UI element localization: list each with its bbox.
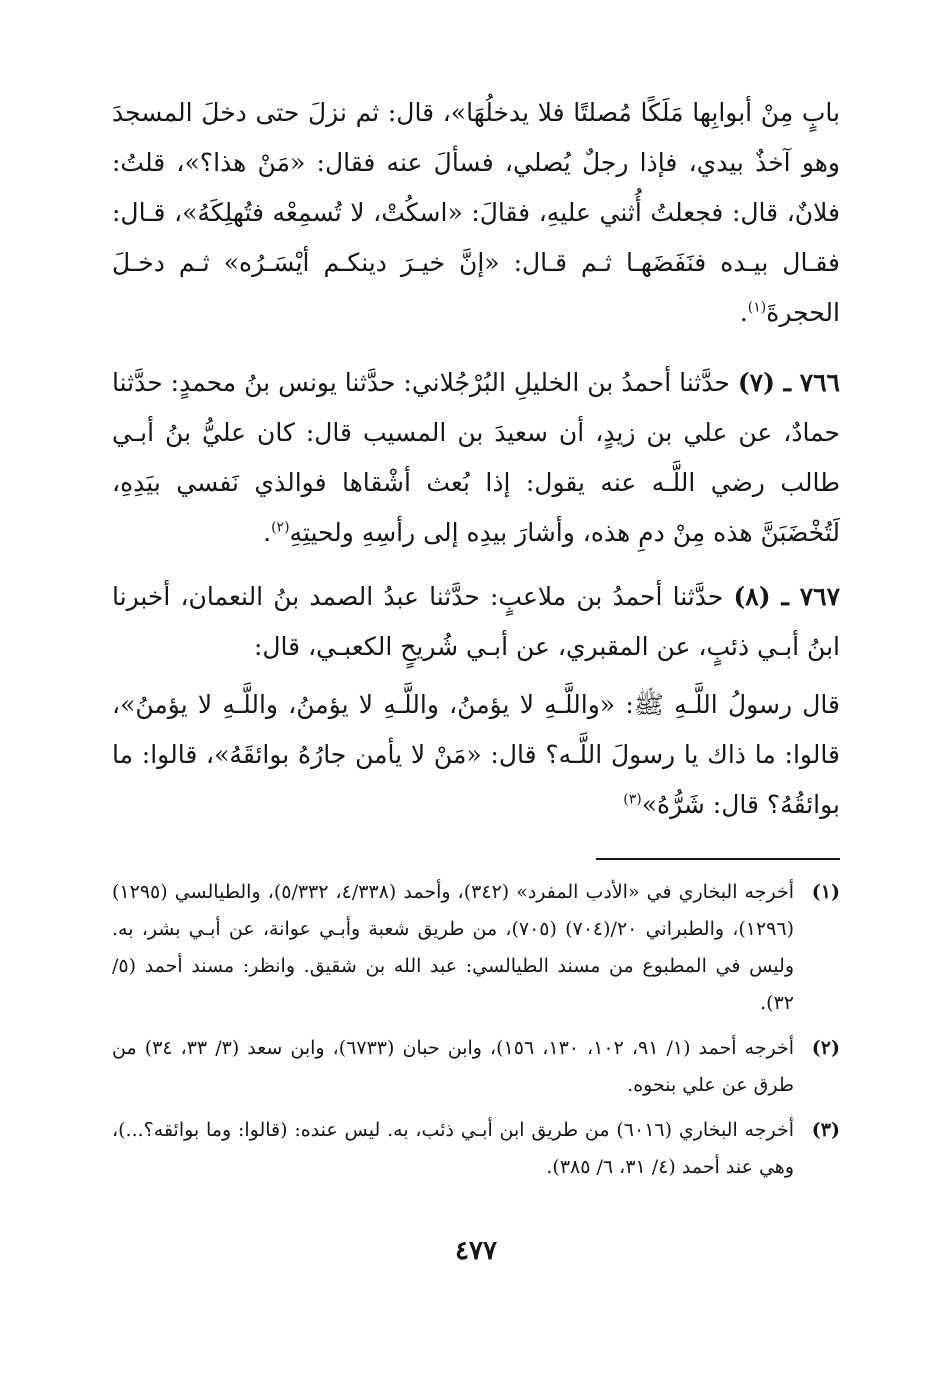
footnote-mark: (١) <box>811 881 840 903</box>
hadith-number-767: ٧٦٧ ـ (٨) <box>733 582 841 611</box>
hadith-number-766: ٧٦٦ ـ (٧) <box>737 368 840 397</box>
footnote-ref-1: (١) <box>747 299 767 316</box>
paragraph-text: حدَّثنا أحمدُ بن الخليلِ البُرْجُلاني: حدَّثنا يونس بنُ محمدٍ: حدَّثنا حمادٌ، عن علي بن زيدٍ، أن سعيدَ بن المسيب قال: كان عليُّ بنُ أبـي طالب رضي اللَّـه عنه يقول: إذا بُعث أشْقاها فوالذي نَفسي بيَدِهِ، لَتُخْضَبَنَّ هذه مِنْ دمِ هذه، وأشارَ بيدِه إلى رأسِهِ ولحيتِهِ <box>112 368 840 547</box>
body-paragraph-2 <box>112 358 840 558</box>
footnote-text: أخرجه البخاري (٦٠١٦) من طريق ابن أبـي ذئب، به. ليس عنده: (قالوا: وما بوائقه؟...)، وهي عند أحمد (٤/ ٣١، ٦/ ٣٨٥). <box>112 1119 794 1178</box>
footnote-text: أخرجه البخاري في «الأدب المفرد» (٣٤٢)، وأحمد (٤/٣٣٨، ٥/٣٣٢)، والطيالسي (١٢٩٥) (١٢٩٦)، والطبراني ٢٠/(٧٠٤) (٧٠٥)، من طريق شعبة وأبـي عوانة، عن أبـي بشر، به. وليس في المطبوع من مسند الطيالسي: عبد الله بن شقيق. وانظر: مسند أحمد (٥/ ٣٢). <box>112 881 794 1014</box>
paragraph-tail: . <box>263 518 272 547</box>
page-number: ٤٧٧ <box>455 1236 497 1266</box>
footnote-2 <box>112 1030 840 1104</box>
paragraph-text: حدَّثنا أحمدُ بن ملاعبٍ: حدَّثنا عبدُ الصمد بنُ النعمان، أخبرنا ابنُ أبـي ذئبٍ، عن المقبري، عن أبـي شُريحٍ الكعبـي، قال: <box>112 582 840 661</box>
footnote-1 <box>112 874 840 1022</box>
footnote-mark: (٣) <box>811 1119 840 1141</box>
footnote-separator <box>596 858 840 860</box>
book-page <box>112 88 840 1288</box>
footnote-mark: (٢) <box>811 1037 840 1059</box>
footnotes <box>112 874 840 1194</box>
footnote-3 <box>112 1112 840 1186</box>
footnote-ref-2: (٢) <box>271 519 290 536</box>
footnote-text: أخرجه أحمد (١/ ٩١، ١٠٢، ١٣٠، ١٥٦)، وابن حبان (٦٧٣٣)، وابن سعد (٣/ ٣٣، ٣٤) من طرق عن علي بنحوه. <box>112 1037 795 1096</box>
footnote-ref-3: (٣) <box>623 791 642 808</box>
paragraph-text: قال رسولُ اللَّـهِ ﷺ: «واللَّـهِ لا يؤمنُ، واللَّـهِ لا يؤمنُ، واللَّـهِ لا يؤمنُ»، قالوا: ما ذاك يا رسولَ اللَّـه؟ قال: «مَنْ لا يأمن جارُهُ بوائقَهُ»، قالوا: ما بوائقُهُ؟ قال: شَرُّهُ» <box>112 690 840 819</box>
body-paragraph-1 <box>112 88 840 338</box>
body-paragraph-3 <box>112 572 840 672</box>
paragraph-text: بابٍ مِنْ أبوابِها مَلَكًا مُصلتًا فلا يدخلُهَا»، قال: ثم نزلَ حتى دخلَ المسجدَ وهو آخذٌ بيدي، فإذا رجلٌ يُصلي، فسألَ عنه فقال: «مَنْ هذا؟»، قلتُ: فلانٌ، قال: فجعلتُ أُثني عليهِ، فقالَ: «اسكُتْ، لا تُسمِعْه فتُهلِكَهُ»، قـال: فقـال بيـده فنَفَضَهـا ثـم قـال: «إنَّ خيـرَ دينكـم أيْسَـرُه» ثـم دخـلَ الحجرةَ <box>112 98 841 327</box>
body-paragraph-4 <box>112 680 840 830</box>
paragraph-tail: . <box>739 298 748 327</box>
